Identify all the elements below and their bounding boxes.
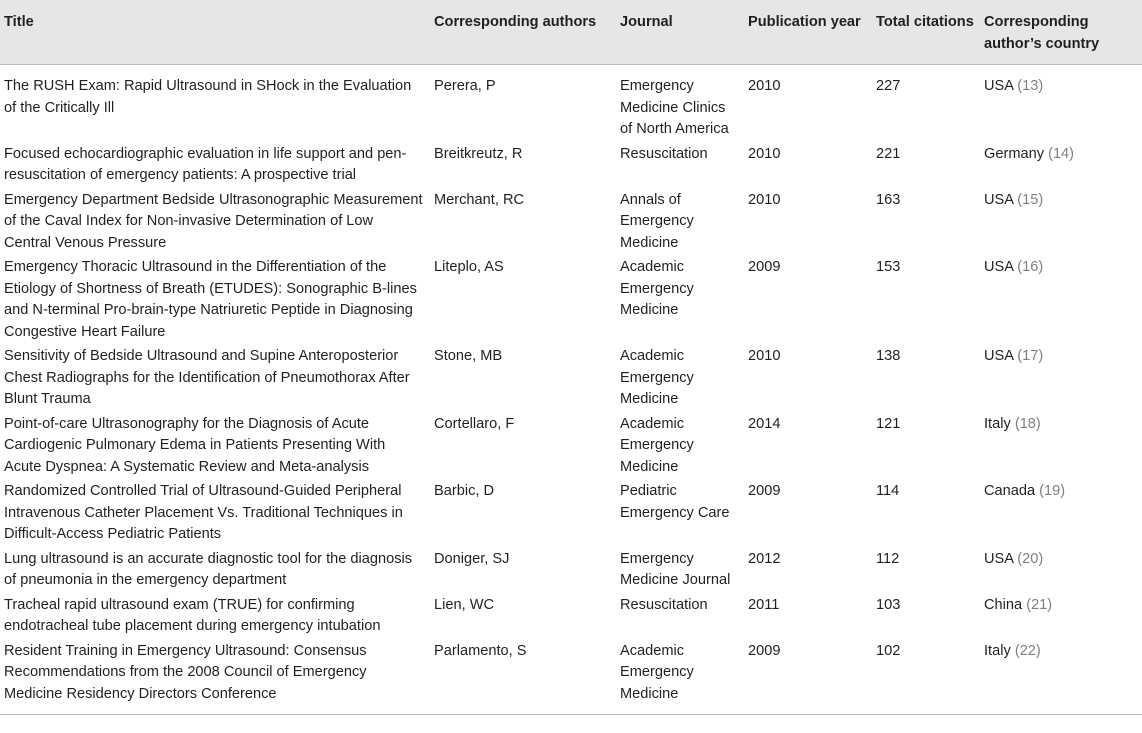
header-authors: Corresponding authors [430,0,616,65]
reference-link[interactable]: 20 [1022,550,1039,567]
table-row [0,546,1142,592]
cell-citations: 138 [876,348,901,364]
country-name: Germany [984,145,1045,162]
cell-title: Lung ultrasound is an accurate diagnostic tool for the diagnosis of pneumonia in the emergency department [4,550,413,588]
cell-citations: 153 [876,259,901,275]
cell-year: 2010 [748,348,781,364]
cell-country: Italy (18) [984,415,1041,432]
cell-title: Emergency Department Bedside Ultrasonographic Measurement of the Caval Index for Non-invasive Determination of Low Central Venous Pressure [4,191,423,251]
header-citations: Total citations [872,0,980,65]
cell-year: 2012 [748,550,781,567]
header-year: Publication year [744,0,872,65]
cell-citations: 221 [876,145,901,162]
cell-journal: Annals of Emergency Medicine [620,191,694,251]
cell-author: Merchant, RC [434,191,525,208]
cell-year: 2014 [748,415,781,432]
cell-citations: 103 [876,596,901,613]
cell-journal: Emergency Medicine Journal [620,550,731,588]
cell-citations: 121 [876,415,901,432]
cell-author: Liteplo, AS [434,259,504,275]
cell-country: USA (17) [984,348,1044,364]
table-row [0,343,1142,411]
reference-link[interactable]: 16 [1022,259,1039,275]
table-header [0,0,1142,65]
reference-link[interactable]: 14 [1052,145,1070,162]
country-name: Canada [984,483,1036,499]
cell-journal: Emergency Medicine Clinics of North America [620,78,729,137]
header-journal: Journal [616,0,744,65]
cell-country: USA (15) [984,191,1044,208]
cell-author: Perera, P [434,78,496,94]
table-row [0,187,1142,255]
cell-citations: 102 [872,638,980,715]
cell-country: USA (16) [984,259,1044,275]
header-row [0,0,1142,65]
country-name: USA [984,550,1014,567]
reference-link[interactable]: 21 [1031,596,1048,613]
cell-title: Emergency Thoracic Ultrasound in the Differentiation of the Etiology of Shortness of Breath (ETUDES): Sonographic B-lines and N-terminal Pro-brain-type Natriuretic Peptide in Diagnosing Congestive Heart Failure [4,259,417,340]
cell-title: Randomized Controlled Trial of Ultrasound-Guided Peripheral Intravenous Catheter Placement Vs. Traditional Techniques in Difficult-Access Pediatric Patients [4,483,403,542]
table-row [0,478,1142,546]
cell-country: Canada (19) [984,483,1066,499]
cell-author: Barbic, D [434,483,495,499]
cell-author: Breitkreutz, R [434,145,523,162]
cell-citations: 163 [876,191,901,208]
cell-year: 2011 [748,596,780,613]
cell-author: Stone, MB [434,348,503,364]
table-row [0,141,1142,187]
cell-journal: Academic Emergency Medicine [620,415,694,475]
cell-journal: Academic Emergency Medicine [620,259,694,318]
cell-year: 2010 [748,145,781,162]
reference-link[interactable]: 17 [1022,348,1039,364]
reference-link[interactable]: 19 [1044,483,1061,499]
country-name: Italy [984,415,1011,432]
cell-country: USA (13) [984,78,1044,94]
table-row [0,411,1142,479]
country-name: USA [984,78,1014,94]
cell-journal: Academic Emergency Medicine [620,348,694,407]
cell-author: Parlamento, S [430,638,616,715]
cell-title: Tracheal rapid ultrasound exam (TRUE) for confirming endotracheal tube placement during emergency intubation [4,596,381,634]
cell-citations: 227 [876,78,901,94]
country-name: Italy [984,642,1011,659]
cell-journal: Academic Emergency Medicine [616,638,744,715]
cell-year: 2009 [748,483,781,499]
header-country: Corresponding author’s country [980,0,1142,65]
table-row [0,638,1142,715]
cell-citations: 112 [876,550,900,567]
table-row [0,254,1142,343]
cell-country: China (21) [984,596,1053,613]
country-name: USA [984,259,1014,275]
cell-title: The RUSH Exam: Rapid Ultrasound in SHock in the Evaluation of the Critically Ill [4,78,412,116]
country-name: USA [984,348,1014,364]
cell-title: Resident Training in Emergency Ultrasound: Consensus Recommendations from the 2008 Council of Emergency Medicine Residency Directors Conference [0,638,430,715]
cell-title: Point-of-care Ultrasonography for the Diagnosis of Acute Cardiogenic Pulmonary Edema in Patients Presenting With Acute Dyspnea: A Systematic Review and Meta-analysis [4,415,386,475]
table-row [0,65,1142,141]
cell-country: Germany (14) [984,145,1075,162]
cell-year: 2010 [748,78,781,94]
table-row [0,592,1142,638]
cell-title: Focused echocardiographic evaluation in life support and pen-resuscitation of emergency patients: A prospective trial [4,145,407,183]
reference-link[interactable]: 15 [1022,191,1039,208]
reference-link[interactable]: 18 [1019,415,1036,432]
cell-year: 2009 [744,638,872,715]
reference-link[interactable]: 22 [1019,642,1036,659]
cell-author: Cortellaro, F [434,415,515,432]
cell-journal: Resuscitation [620,596,708,613]
cell-title: Sensitivity of Bedside Ultrasound and Supine Anteroposterior Chest Radiographs for the Identification of Pneumothorax After Blunt Trauma [4,348,410,407]
cell-year: 2010 [748,191,781,208]
country-name: USA [984,191,1014,208]
table-body [0,65,1142,715]
cell-country: USA (20) [984,550,1044,567]
cell-journal: Pediatric Emergency Care [620,483,730,521]
cell-author: Doniger, SJ [434,550,510,567]
cell-author: Lien, WC [434,596,495,613]
cell-country: Italy (22) [980,638,1142,715]
reference-link[interactable]: 13 [1022,78,1039,94]
header-title: Title [0,0,430,65]
cell-citations: 114 [876,483,900,499]
cell-year: 2009 [748,259,781,275]
country-name: China [984,596,1023,613]
cell-journal: Resuscitation [620,145,708,162]
